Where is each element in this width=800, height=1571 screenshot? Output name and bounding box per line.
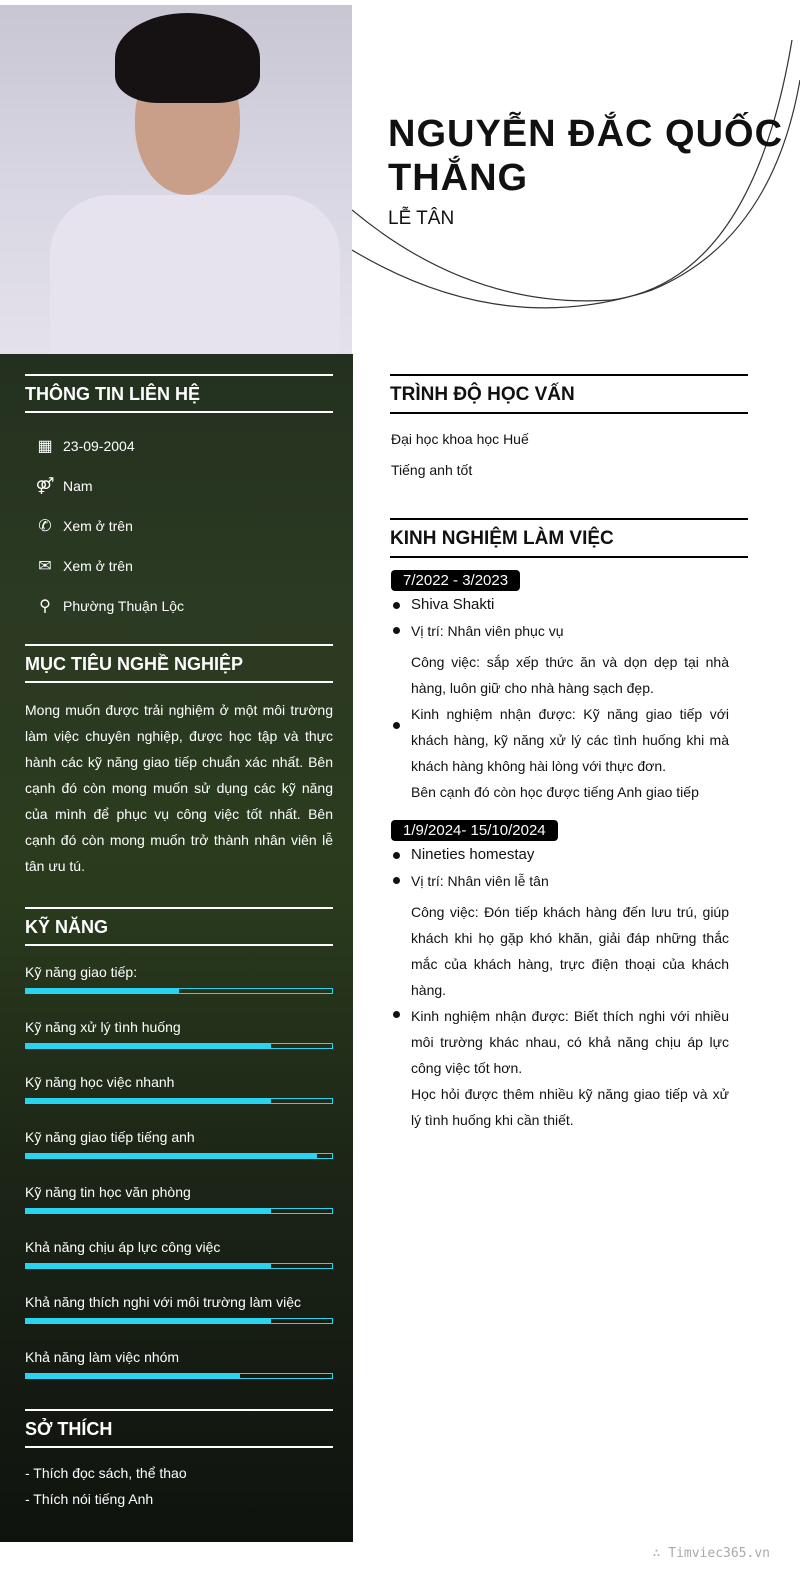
job-date: 7/2022 - 3/2023 xyxy=(391,570,520,591)
objective-text: Mong muốn được trải nghiệm ở một môi trường làm việc chuyên nghiệp, được học tập và thực hành các kỹ năng giao tiếp chuẩn xác nhất. Bên cạnh đó còn mong muốn sử dụng các kỹ năng của mình để phục vụ công việc tốt nhất. Bên cạnh đó còn mong muốn trở thành nhân viên lễ tân ưu tú. xyxy=(25,702,333,874)
skill-bar xyxy=(25,988,333,994)
job-date: 1/9/2024- 15/10/2024 xyxy=(391,820,558,841)
job-company: Shiva Shakti xyxy=(411,596,495,613)
skill-bar xyxy=(25,1208,333,1214)
skill-item xyxy=(25,1019,333,1049)
skill-label: Khả năng làm việc nhóm xyxy=(25,1349,180,1365)
skill-bar-fill xyxy=(26,1264,271,1268)
education-item: Tiếng anh tốt xyxy=(391,462,473,478)
skill-bar-fill xyxy=(26,1044,271,1048)
hobbies-heading: SỞ THÍCH xyxy=(25,1409,333,1448)
skill-item xyxy=(25,1074,333,1104)
job-learned: Kinh nghiệm nhận được: Kỹ năng giao tiếp với khách hàng, kỹ năng xử lý các tình huống khi mà khách hàng không hài lòng với thực đơn. xyxy=(411,706,729,774)
skill-label: Kỹ năng xử lý tình huống xyxy=(25,1019,181,1035)
calendar-icon: ▦ xyxy=(37,438,53,455)
job-extra: Học hỏi được thêm nhiều kỹ năng giao tiếp và xử lý tình huống khi cần thiết. xyxy=(411,1086,729,1128)
objective-heading: MỤC TIÊU NGHỀ NGHIỆP xyxy=(25,644,333,683)
hobby-item: - Thích nói tiếng Anh xyxy=(25,1491,154,1507)
skill-label: Khả năng chịu áp lực công việc xyxy=(25,1239,221,1255)
skill-bar xyxy=(25,1043,333,1049)
skill-label: Kỹ năng giao tiếp: xyxy=(25,964,138,980)
skill-item xyxy=(25,964,333,994)
profile-photo xyxy=(0,5,352,354)
birthdate: 23-09-2004 xyxy=(63,438,135,454)
skill-bar-fill xyxy=(26,1154,317,1158)
education-item: Đại học khoa học Huế xyxy=(391,431,529,447)
phone-icon: ✆ xyxy=(38,518,52,535)
phone: Xem ở trên xyxy=(63,518,133,534)
job-learned: Kinh nghiệm nhận được: Biết thích nghi với nhiều môi trường khác nhau, có khả năng chịu áp lực công việc tốt hơn. xyxy=(411,1008,729,1076)
job-company: Nineties homestay xyxy=(411,846,535,863)
job-duties: Công việc: sắp xếp thức ăn và dọn dẹp tại nhà hàng, luôn giữ cho nhà hàng sạch đẹp. xyxy=(411,654,729,696)
skill-bar-fill xyxy=(26,1099,271,1103)
skill-bar-fill xyxy=(26,1209,271,1213)
skill-item xyxy=(25,1129,333,1159)
skill-bar xyxy=(25,1263,333,1269)
skill-item xyxy=(25,1184,333,1214)
gender-icon: ⚤ xyxy=(35,478,55,495)
skills-heading: KỸ NĂNG xyxy=(25,907,333,946)
email: Xem ở trên xyxy=(63,558,133,574)
contact-item xyxy=(35,596,184,616)
contact-item xyxy=(35,436,135,456)
job-duties: Công việc: Đón tiếp khách hàng đến lưu trú, giúp khách khi họ gặp khó khăn, giải đáp những thắc mắc của khách hàng, trực điện thoại của khách hàng. xyxy=(411,904,729,998)
skill-bar-fill xyxy=(26,1374,240,1378)
experience-heading: KINH NGHIỆM LÀM VIỆC xyxy=(390,518,748,558)
skill-bar xyxy=(25,1153,333,1159)
skill-label: Kỹ năng học việc nhanh xyxy=(25,1074,175,1090)
contact-item xyxy=(35,516,133,536)
skill-bar xyxy=(25,1098,333,1104)
skill-bar xyxy=(25,1318,333,1324)
hobby-item: - Thích đọc sách, thể thao xyxy=(25,1465,187,1481)
contact-item xyxy=(35,476,93,496)
candidate-name: NGUYỄN ĐẮC QUỐC THẮNG xyxy=(388,113,784,199)
job-extra: Bên cạnh đó còn học được tiếng Anh giao tiếp xyxy=(411,784,699,800)
skill-item xyxy=(25,1294,333,1324)
job-position: Vị trí: Nhân viên phục vụ xyxy=(411,623,564,639)
skill-bar-fill xyxy=(26,1319,271,1323)
candidate-role: LỄ TÂN xyxy=(388,208,455,229)
left-column xyxy=(0,354,353,1542)
watermark: ∴ Timviec365.vn xyxy=(652,1546,770,1561)
skill-bar-fill xyxy=(26,989,179,993)
contact-item xyxy=(35,556,133,576)
skill-item xyxy=(25,1239,333,1269)
skill-label: Khả năng thích nghi với môi trường làm việc xyxy=(25,1294,301,1310)
address: Phường Thuận Lộc xyxy=(63,598,185,614)
skill-label: Kỹ năng tin học văn phòng xyxy=(25,1184,191,1200)
skill-item xyxy=(25,1349,333,1379)
contact-heading: THÔNG TIN LIÊN HỆ xyxy=(25,374,333,413)
skill-label: Kỹ năng giao tiếp tiếng anh xyxy=(25,1129,195,1145)
job-position: Vị trí: Nhân viên lễ tân xyxy=(411,873,549,889)
gender: Nam xyxy=(63,478,93,494)
location-icon: ⚲ xyxy=(39,598,51,615)
skill-bar xyxy=(25,1373,333,1379)
email-icon: ✉ xyxy=(38,558,52,575)
education-heading: TRÌNH ĐỘ HỌC VẤN xyxy=(390,374,748,414)
